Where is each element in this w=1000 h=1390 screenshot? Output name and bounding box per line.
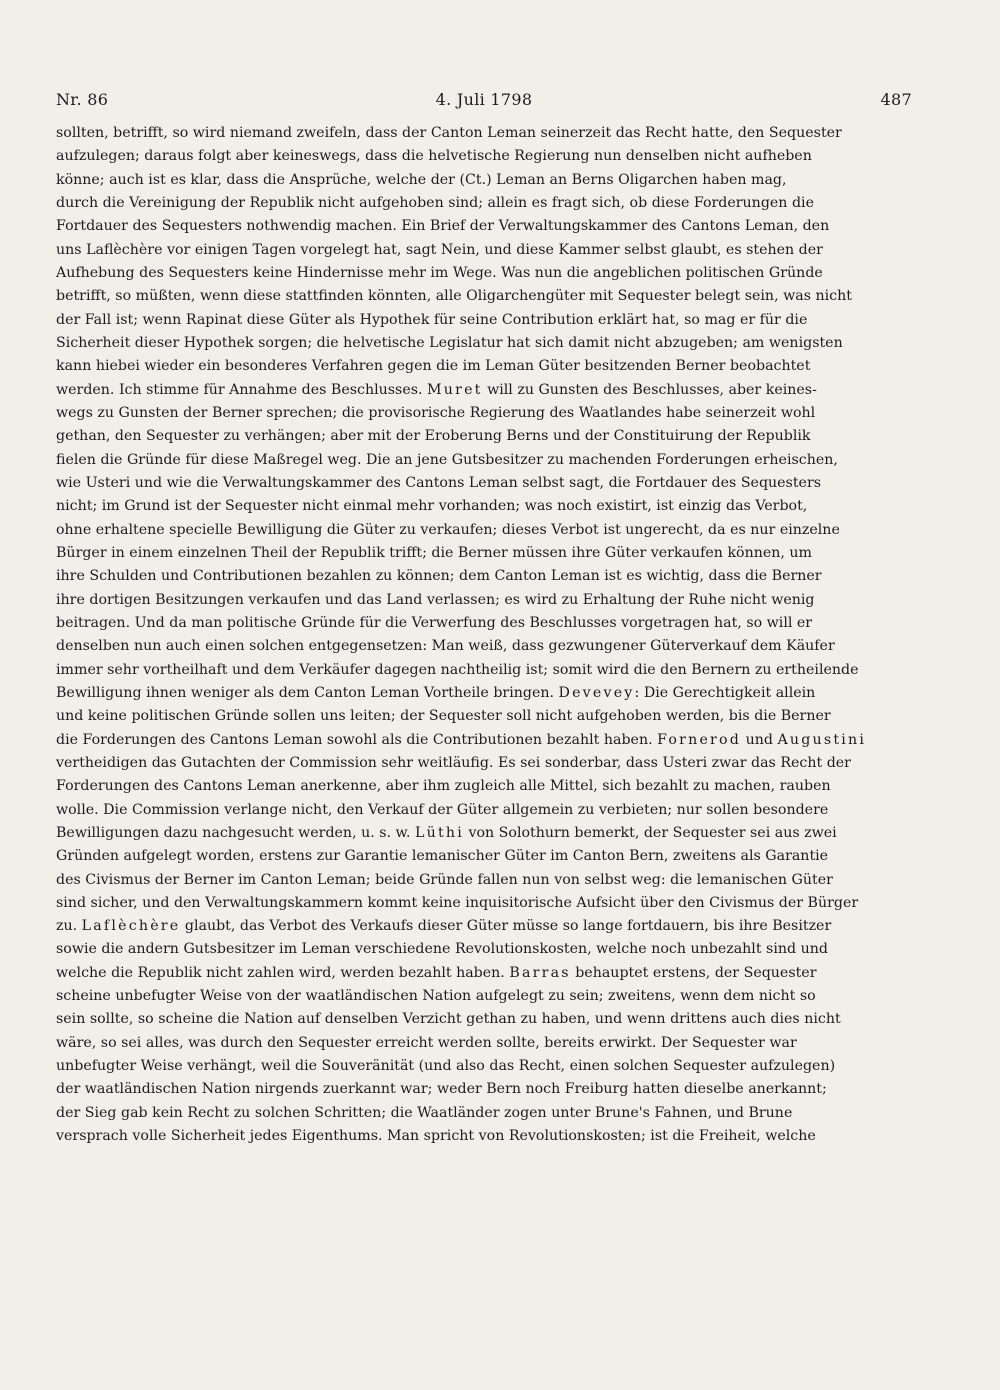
body-text xyxy=(56,122,918,1148)
text-line-9: der Fall ist; wenn Rapinat diese Güter als Hypothek für seine Contribution erklärt hat, so mag er für die xyxy=(56,311,808,328)
text-line-25: Bewilligung ihnen weniger als dem Canton Leman Vortheile bringen. Devevey: Die Gerechtigkeit allein xyxy=(56,684,816,701)
text-line-21: ihre dortigen Besitzungen verkaufen und das Land verlassen; es wird zu Erhaltung der Ruhe nicht wenig xyxy=(56,591,815,608)
text-line-28: vertheidigen das Gutachten der Commission sehr weitläufig. Es sei sonderbar, dass Usteri zwar das Recht der xyxy=(56,754,851,771)
text-line-12: werden. Ich stimme für Annahme des Beschlusses. Muret will zu Gunsten des Beschlusses, aber keines- xyxy=(56,381,817,398)
text-line-27: die Forderungen des Cantons Leman sowohl als die Contributionen bezahlt haben. Fornerod und Augustini xyxy=(56,731,867,748)
text-line-20: ihre Schulden und Contributionen bezahlen zu können; dem Canton Leman ist es wichtig, dass die Berner xyxy=(56,568,822,585)
text-line-24: immer sehr vortheilhaft und dem Verkäufer dagegen nachtheilig ist; somit wird die den Bernern zu ertheilende xyxy=(56,661,859,678)
text-line-31: Bewilligungen dazu nachgesucht werden, u. s. w. Lüthi von Solothurn bemerkt, der Sequester sei aus zwei xyxy=(56,824,837,841)
text-line-39: sein sollte, so scheine die Nation auf denselben Verzicht gethan zu haben, und wenn drittens auch dies nicht xyxy=(56,1011,841,1028)
text-line-37: welche die Republik nicht zahlen wird, werden bezahlt haben. Barras behauptet erstens, der Sequester xyxy=(56,964,817,981)
text-line-41: unbefugter Weise verhängt, weil die Souveränität (und also das Recht, einen solchen Sequester aufzulegen) xyxy=(56,1058,836,1075)
text-line-29: Forderungen des Cantons Leman anerkenne, aber ihm zugleich alle Mittel, sich bezahlt zu machen, rauben xyxy=(56,778,831,795)
text-line-6: uns Laflèchère vor einigen Tagen vorgelegt hat, sagt Nein, und diese Kammer selbst glaubt, es stehen der xyxy=(56,241,823,258)
document-number: Nr. 86 xyxy=(56,90,109,109)
text-line-32: Gründen aufgelegt worden, erstens zur Garantie lemanischer Güter im Canton Bern, zweitens als Garantie xyxy=(56,848,829,865)
text-line-8: betrifft, so müßten, wenn diese stattfinden könnten, alle Oligarchengüter mit Sequester belegt sein, was nicht xyxy=(56,288,852,305)
text-line-26: und keine politischen Gründe sollen uns leiten; der Sequester soll nicht aufgehoben werden, bis die Berner xyxy=(56,708,831,725)
text-line-13: wegs zu Gunsten der Berner sprechen; die provisorische Regierung des Waatlandes habe seinerzeit wohl xyxy=(56,404,816,421)
speaker-name: Devevey xyxy=(558,684,635,701)
speaker-name: Lüthi xyxy=(415,824,464,841)
running-header xyxy=(56,90,912,114)
text-line-23: denselben nun auch einen solchen entgegensetzen: Man weiß, dass gezwungener Güterverkauf dem Käufer xyxy=(56,638,835,655)
text-line-1: sollten, betrifft, so wird niemand zweifeln, dass der Canton Leman seinerzeit das Recht hatte, den Sequester xyxy=(56,125,842,141)
speaker-name: Muret xyxy=(427,381,483,398)
text-line-36: sowie die andern Gutsbesitzer im Leman verschiedene Revolutionskosten, welche noch unbezahlt sind und xyxy=(56,941,828,958)
date-heading: 4. Juli 1798 xyxy=(435,90,533,109)
speaker-name: Laflèchère xyxy=(81,918,181,935)
text-line-30: wolle. Die Commission verlange nicht, den Verkauf der Güter allgemein zu verbieten; nur sollen besondere xyxy=(56,801,829,818)
text-line-42: der waatländischen Nation nirgends zuerkannt war; weder Bern noch Freiburg hatten dieselbe anerkannt; xyxy=(56,1081,827,1098)
text-line-5: Fortdauer des Sequesters nothwendig machen. Ein Brief der Verwaltungskammer des Cantons Leman, den xyxy=(56,218,830,235)
text-line-16: wie Usteri und wie die Verwaltungskammer des Cantons Leman selbst sagt, die Fortdauer des Sequesters xyxy=(56,474,822,491)
speaker-name: Fornerod xyxy=(657,731,742,748)
text-line-35: zu. Laflèchère glaubt, das Verbot des Verkaufs dieser Güter müsse so lange fortdauern, bis ihre Besitzer xyxy=(56,918,832,935)
text-line-34: sind sicher, und den Verwaltungskammern kommt keine inquisitorische Aufsicht über den Civismus der Bürger xyxy=(56,894,859,911)
text-line-10: Sicherheit dieser Hypothek sorgen; die helvetische Legislatur hat sich damit nicht abzugeben; am wenigsten xyxy=(56,334,843,351)
speaker-name: Augustini xyxy=(777,731,867,748)
text-line-11: kann hiebei wieder ein besonderes Verfahren gegen die im Leman Güter besitzenden Berner beobachtet xyxy=(56,358,811,375)
text-line-19: Bürger in einem einzelnen Theil der Republik trifft; die Berner müssen ihre Güter verkaufen können, um xyxy=(56,544,813,561)
speaker-name: Barras xyxy=(509,964,571,981)
text-line-43: der Sieg gab kein Recht zu solchen Schritten; die Waatländer zogen unter Brune's Fahnen, und Brune xyxy=(56,1104,793,1121)
text-line-40: wäre, so sei alles, was durch den Sequester erreicht werden sollte, bereits erwirkt. Der Sequester war xyxy=(56,1034,797,1051)
text-line-18: ohne erhaltene specielle Bewilligung die Güter zu verkaufen; dieses Verbot ist ungerecht, da es nur einzelne xyxy=(56,521,840,538)
text-line-22: beitragen. Und da man politische Gründe für die Verwerfung des Beschlusses vorgetragen hat, so will er xyxy=(56,614,813,631)
text-line-33: des Civismus der Berner im Canton Leman; beide Gründe fallen nun von selbst weg: die lemanischen Güter xyxy=(56,871,833,888)
text-line-7: Aufhebung des Sequesters keine Hindernisse mehr im Wege. Was nun die angeblichen politischen Gründe xyxy=(56,264,823,281)
text-line-14: gethan, den Sequester zu verhängen; aber mit der Eroberung Berns und der Constituirung der Republik xyxy=(56,428,811,445)
text-line-44: versprach volle Sicherheit jedes Eigenthums. Man spricht von Revolutionskosten; ist die Freiheit, welche xyxy=(56,1128,816,1145)
text-line-2: aufzulegen; daraus folgt aber keineswegs, dass die helvetische Regierung nun denselben nicht aufheben xyxy=(56,148,812,165)
text-line-4: durch die Vereinigung der Republik nicht aufgehoben sind; allein es fragt sich, ob diese Forderungen die xyxy=(56,194,814,211)
text-line-38: scheine unbefugter Weise von der waatländischen Nation aufgelegt zu sein; zweitens, wenn dem nicht so xyxy=(56,988,816,1005)
text-line-17: nicht; im Grund ist der Sequester nicht einmal mehr vorhanden; was noch existirt, ist einzig das Verbot, xyxy=(56,498,808,515)
text-line-15: fielen die Gründe für diese Maßregel weg. Die an jene Gutsbesitzer zu machenden Forderungen erheischen, xyxy=(56,451,838,468)
page-number: 487 xyxy=(880,90,912,109)
text-line-3: könne; auch ist es klar, dass die Ansprüche, welche der (Ct.) Leman an Berns Oligarchen haben mag, xyxy=(56,171,787,188)
